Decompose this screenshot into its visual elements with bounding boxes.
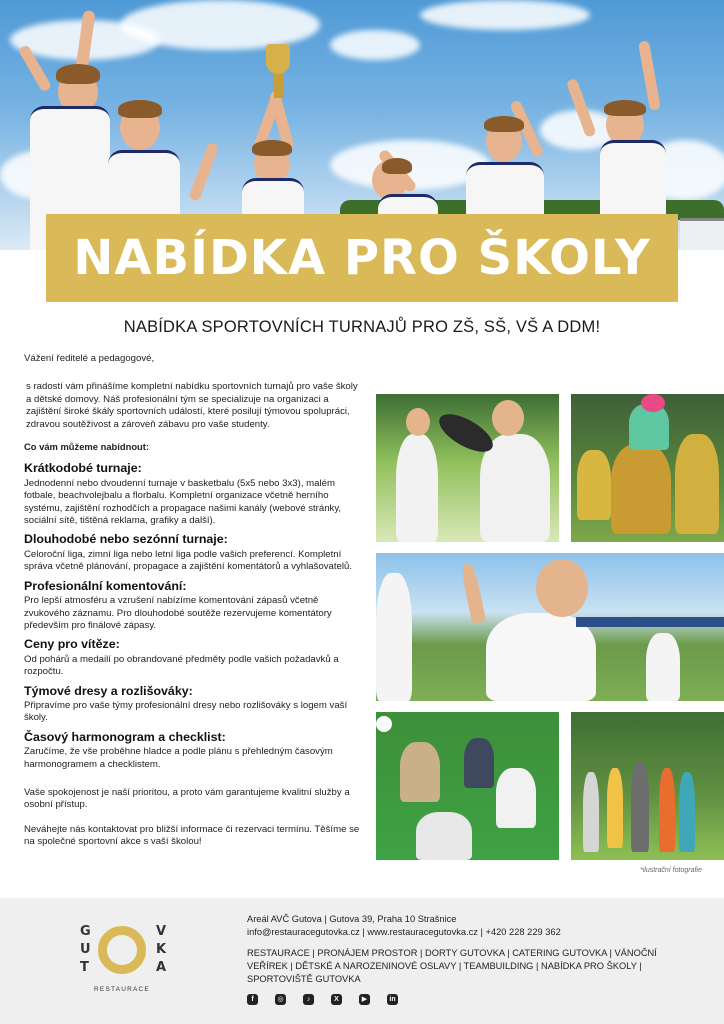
contact-line[interactable]: info@restauracegutovka.cz | www.restauracegutovka.cz | +420 228 229 362 xyxy=(247,927,561,937)
section-text: Jednodenní nebo dvoudenní turnaje v basketbalu (5x5 nebo 3x3), malém fotbale, beachvolejbalu a florbalu. Kompletní organizace včetně herního systému, zajištění rozhodčích a propagace našimi kanály (webové stránky, sociální sítě, tištěná reklama, grafiky a další). xyxy=(24,477,342,527)
photo-boy-cheering xyxy=(376,553,724,701)
footer-info xyxy=(247,913,687,986)
section-schedule xyxy=(24,731,360,771)
section-heading: Dlouhodobé nebo sezónní turnaje: xyxy=(24,532,228,547)
services-list: RESTAURACE | PRONÁJEM PROSTOR | DORTY GUTOVKA | CATERING GUTOVKA | VÁNOČNÍ VEŘÍREK | DĚTSKÉ A NAROZENINOVÉ OSLAVY | TEAMBUILDING | NABÍDKA PRO ŠKOLY | SPORTOVIŠTĚ GUTOVKA xyxy=(247,948,657,984)
address: Areál AVČ Gutova | Gutova 39, Praha 10 Strašnice xyxy=(247,914,457,924)
section-heading: Profesionální komentování: xyxy=(24,578,187,593)
tiktok-icon[interactable]: ♪ xyxy=(303,994,314,1005)
offer-lead: Co vám můžeme nabídnout: xyxy=(24,441,150,453)
section-short-tournaments xyxy=(24,462,360,527)
page-title: NABÍDKA PRO ŠKOLY xyxy=(73,230,651,286)
section-prizes xyxy=(24,638,360,678)
section-text: Zaručíme, že vše proběhne hladce a podle plánu s přehledným časovým harmonogramem a checklistem. xyxy=(24,746,333,770)
title-band xyxy=(46,214,678,302)
greeting: Vážení ředitelé a pedagogové, xyxy=(24,353,155,364)
photo-team-huddle xyxy=(376,712,559,860)
photo-kids-rackets xyxy=(376,394,559,542)
photo-kids-celebrating xyxy=(571,712,724,860)
section-heading: Ceny pro vítěze: xyxy=(24,637,120,652)
footer xyxy=(0,898,724,1024)
closing-contact: Neváhejte nás kontaktovat pro bližší informace či rezervaci termínu. Těšíme se na společné sportovní akce s vaší školou! xyxy=(24,823,360,848)
page-subtitle: NABÍDKA SPORTOVNÍCH TURNAJŮ PRO ZŠ, SŠ, VŠ A DDM! xyxy=(123,318,601,336)
instagram-icon[interactable]: ◎ xyxy=(275,994,286,1005)
restaurant-logo: G U T V K A RESTAURACE xyxy=(76,924,168,996)
photo-kids-piggyback xyxy=(571,394,724,542)
linkedin-icon[interactable]: in xyxy=(387,994,398,1005)
facebook-icon[interactable]: f xyxy=(247,994,258,1005)
youtube-icon[interactable]: ▶ xyxy=(359,994,370,1005)
section-text: Připravíme pro vaše týmy profesionální dresy nebo rozlišováky s logem vaší školy. xyxy=(24,699,348,724)
x-icon[interactable]: X xyxy=(331,994,342,1005)
section-text: Od pohárů a medailí po obrandované předměty podle vašich požadavků a rozpočtu. xyxy=(24,653,339,678)
offer-text xyxy=(24,353,360,858)
logo-word: RESTAURACE xyxy=(94,986,150,993)
section-text: Pro lepší atmosféru a vzrušení nabízíme komentování zápasů včetně zvukového záznamu. Pro dlouhodobé soutěže rezervujeme komentátory především pro finálové zápasy. xyxy=(24,595,332,631)
photo-note: *ilustrační fotografie xyxy=(640,867,702,874)
hero-photo xyxy=(0,0,724,250)
section-commentary xyxy=(24,580,360,633)
social-links xyxy=(247,994,398,1005)
section-heading: Týmové dresy a rozlišováky: xyxy=(24,683,193,698)
section-long-tournaments xyxy=(24,533,360,573)
section-heading: Krátkodobé turnaje: xyxy=(24,461,142,476)
intro-paragraph: s radostí vám přinášíme kompletní nabídku sportovních turnajů pro vaše školy a dětské domovy. Náš profesionální tým se specializuje na organizaci a zajištění široké škály sportovních událostí, které posilují týmovou spolupráci, zdravou soutěživost a zároveň zábavu pro vaše studenty. xyxy=(26,381,358,430)
section-text: Celoroční liga, zimní liga nebo letní liga podle vašich preferencí. Kompletní správa včetně plánování, propagace a zajištění komentátorů a vyhlašovatelů. xyxy=(24,548,352,573)
closing-satisfaction: Vaše spokojenost je naší prioritou, a proto vám garantujeme kvalitní služby a osobní přístup. xyxy=(24,786,350,811)
section-jerseys xyxy=(24,685,360,725)
section-heading: Časový harmonogram a checklist: xyxy=(24,729,226,744)
